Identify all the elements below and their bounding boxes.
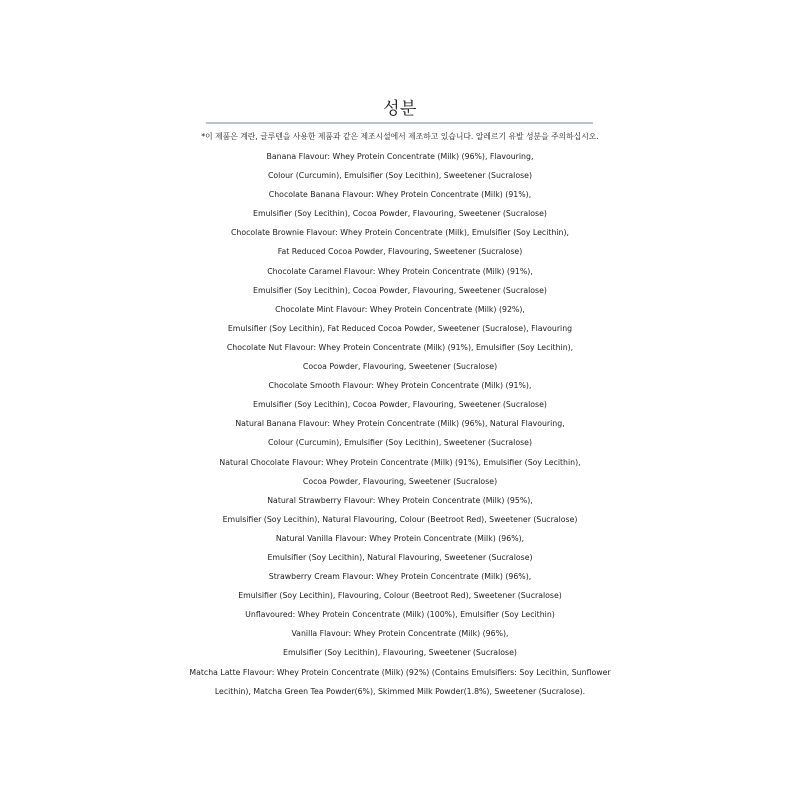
- ingredient-line: Colour (Curcumin), Emulsifier (Soy Lecithin), Sweetener (Sucralose): [267, 438, 533, 448]
- ingredient-line: Emulsifier (Soy Lecithin), Fat Reduced Cocoa Powder, Sweetener (Sucralose), Flavouring: [227, 323, 573, 333]
- ingredient-line: Cocoa Powder, Flavouring, Sweetener (Sucralose): [302, 362, 498, 372]
- ingredient-line: Chocolate Mint Flavour: Whey Protein Concentrate (Milk) (92%),: [275, 304, 525, 314]
- page-title: 성분: [383, 99, 417, 119]
- ingredient-line: Lecithin), Matcha Green Tea Powder(6%), Skimmed Milk Powder(1.8%), Sweetener (Sucralose).: [214, 686, 586, 696]
- ingredient-line: Natural Chocolate Flavour: Whey Protein Concentrate (Milk) (91%), Emulsifier (Soy Lecithin),: [219, 457, 581, 467]
- ingredient-line: Emulsifier (Soy Lecithin), Natural Flavouring, Sweetener (Sucralose): [267, 552, 533, 562]
- ingredient-line: Emulsifier (Soy Lecithin), Flavouring, Colour (Beetroot Red), Sweetener (Sucralose): [238, 591, 562, 601]
- ingredient-line: Colour (Curcumin), Emulsifier (Soy Lecithin), Sweetener (Sucralose): [267, 171, 533, 181]
- ingredient-line: Cocoa Powder, Flavouring, Sweetener (Sucralose): [302, 476, 498, 486]
- title-underline: [206, 122, 593, 124]
- ingredient-line: Natural Banana Flavour: Whey Protein Concentrate (Milk) (96%), Natural Flavouring,: [235, 419, 565, 429]
- ingredient-line: Natural Vanilla Flavour: Whey Protein Concentrate (Milk) (96%),: [275, 533, 525, 543]
- ingredient-line: Chocolate Banana Flavour: Whey Protein Concentrate (Milk) (91%),: [268, 190, 532, 200]
- ingredient-line: Emulsifier (Soy Lecithin), Cocoa Powder, Flavouring, Sweetener (Sucralose): [253, 285, 547, 295]
- ingredient-line: Chocolate Smooth Flavour: Whey Protein Concentrate (Milk) (91%),: [268, 381, 532, 391]
- ingredient-line: Emulsifier (Soy Lecithin), Flavouring, Sweetener (Sucralose): [283, 648, 517, 658]
- ingredient-line: Chocolate Caramel Flavour: Whey Protein Concentrate (Milk) (91%),: [267, 266, 533, 276]
- ingredient-line: Fat Reduced Cocoa Powder, Flavouring, Sweetener (Sucralose): [277, 247, 523, 257]
- ingredient-line: Natural Strawberry Flavour: Whey Protein Concentrate (Milk) (95%),: [267, 495, 533, 505]
- allergen-notice: *이 제품은 계란, 글루텐을 사용한 제품과 같은 제조시설에서 제조하고 있습니다. 알레르기 유발 성분을 주의하십시오.: [201, 132, 599, 141]
- ingredient-line: Strawberry Cream Flavour: Whey Protein Concentrate (Milk) (96%),: [268, 572, 532, 582]
- ingredient-line: Matcha Latte Flavour: Whey Protein Concentrate (Milk) (92%) (Contains Emulsifiers: Soy Lecithin, Sunflower: [189, 667, 611, 677]
- ingredient-line: Emulsifier (Soy Lecithin), Cocoa Powder, Flavouring, Sweetener (Sucralose): [253, 400, 547, 410]
- ingredient-line: Emulsifier (Soy Lecithin), Natural Flavouring, Colour (Beetroot Red), Sweetener (Sucralose): [222, 514, 578, 524]
- ingredient-line: Chocolate Nut Flavour: Whey Protein Concentrate (Milk) (91%), Emulsifier (Soy Lecithin),: [226, 342, 574, 352]
- ingredient-line: Chocolate Brownie Flavour: Whey Protein Concentrate (Milk), Emulsifier (Soy Lecithin),: [230, 228, 570, 238]
- ingredient-line: Banana Flavour: Whey Protein Concentrate (Milk) (96%), Flavouring,: [266, 152, 534, 161]
- ingredient-line: Vanilla Flavour: Whey Protein Concentrate (Milk) (96%),: [291, 629, 509, 639]
- ingredient-list: [0, 147, 800, 701]
- ingredient-line: Emulsifier (Soy Lecithin), Cocoa Powder, Flavouring, Sweetener (Sucralose): [253, 209, 547, 219]
- ingredient-line: Unflavoured: Whey Protein Concentrate (Milk) (100%), Emulsifier (Soy Lecithin): [245, 610, 555, 620]
